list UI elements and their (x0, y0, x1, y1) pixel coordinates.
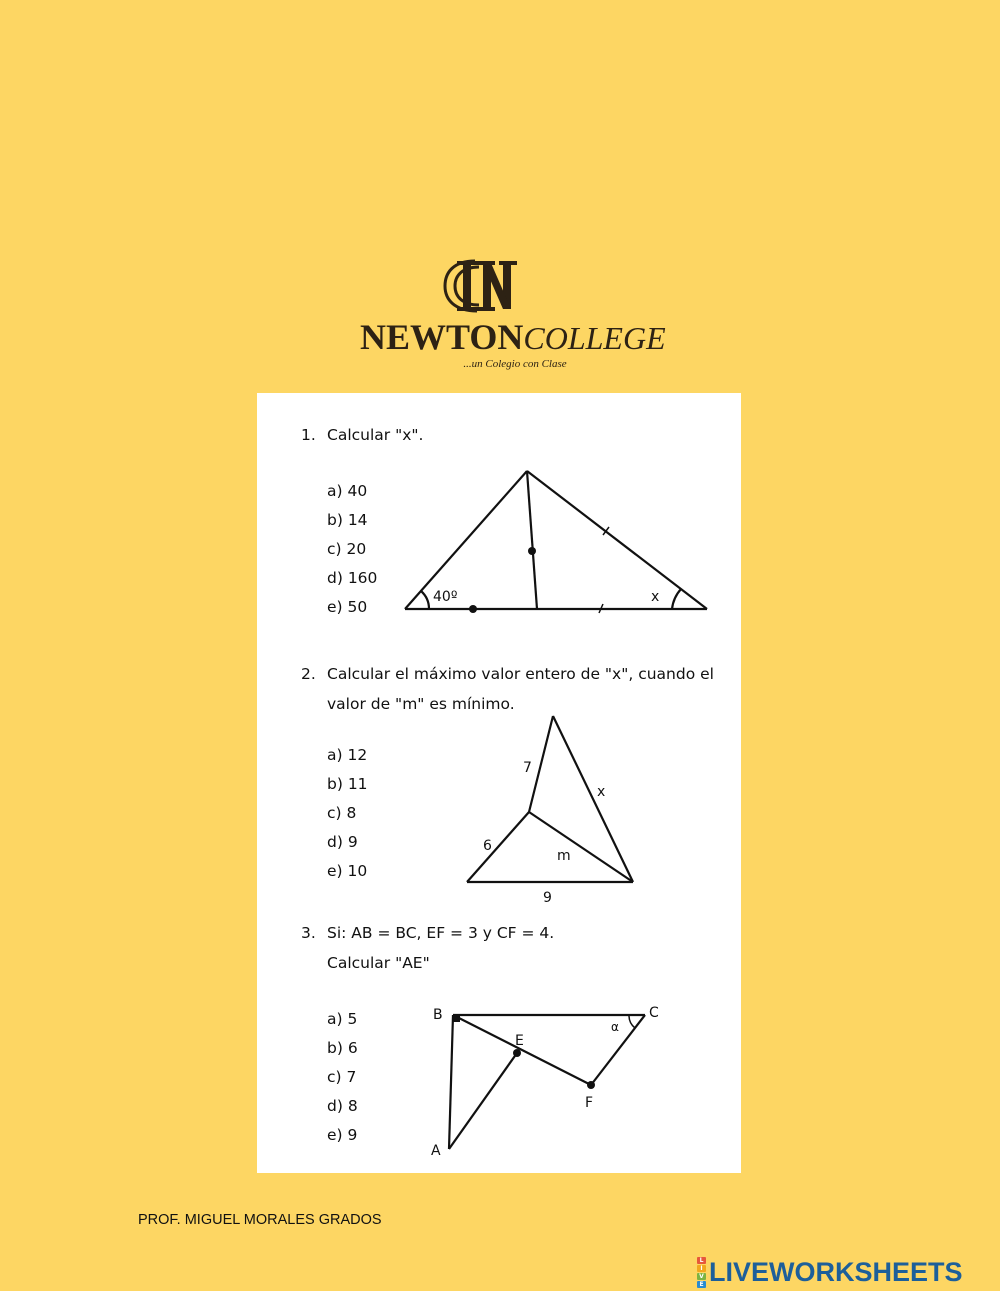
angle-40-arc (421, 591, 429, 609)
option-1b: b) 14 (327, 511, 368, 529)
newton-college-logo (360, 255, 666, 380)
option-3c: c) 7 (327, 1068, 357, 1086)
segment-m (529, 812, 633, 882)
segment-6 (467, 812, 529, 882)
option-2a: a) 12 (327, 746, 368, 764)
option-1c: c) 20 (327, 540, 367, 558)
logo-name-light: COLLEGE (523, 320, 666, 356)
question-3-figure (425, 1003, 675, 1163)
label-x: x (597, 784, 606, 800)
question-2-line-2: valor de "m" es mínimo. (327, 695, 515, 713)
liveworksheets-badge-icon (697, 1257, 706, 1288)
logo-name-bold: NEWTON (360, 317, 524, 357)
triangle-left-side (405, 471, 527, 609)
question-3-number: 3. (301, 924, 316, 942)
professor-name: PROF. MIGUEL MORALES GRADOS (138, 1212, 382, 1228)
option-3d: d) 8 (327, 1097, 358, 1115)
segment-ba (449, 1015, 453, 1149)
label-c: C (649, 1005, 659, 1021)
option-3b: b) 6 (327, 1039, 358, 1057)
angle-x-arc (672, 589, 681, 609)
label-alpha: α (611, 1020, 619, 1034)
label-m: m (557, 848, 571, 864)
triangle-cevian (527, 471, 537, 609)
option-3a: a) 5 (327, 1010, 358, 1028)
segment-7 (529, 716, 553, 812)
dot-base (469, 605, 477, 613)
angle-x-label: x (651, 589, 660, 605)
option-3e: e) 9 (327, 1126, 358, 1144)
option-1d: d) 160 (327, 569, 378, 587)
option-1a: a) 40 (327, 482, 368, 500)
question-2-figure (457, 708, 647, 908)
badge-letter-i: I (697, 1265, 706, 1272)
label-f: F (585, 1095, 594, 1111)
label-7: 7 (523, 760, 532, 776)
question-3-options (327, 1005, 358, 1150)
segment-ae (449, 1053, 517, 1149)
question-1-options (327, 477, 377, 622)
question-1-number: 1. (301, 426, 316, 444)
label-b: B (433, 1007, 443, 1023)
option-1e: e) 50 (327, 598, 368, 616)
triangle-right-side (527, 471, 707, 609)
angle-40-label: 40º (433, 589, 458, 605)
question-3-title (301, 918, 554, 978)
badge-letter-v: V (697, 1273, 706, 1280)
question-1-title (301, 426, 423, 444)
dot-e (513, 1049, 521, 1057)
question-1-text: Calcular "x". (327, 426, 424, 444)
worksheet-image (257, 393, 741, 1173)
dot-f (587, 1081, 595, 1089)
option-2d: d) 9 (327, 833, 358, 851)
angle-alpha-arc (629, 1015, 635, 1028)
badge-letter-e: E (697, 1281, 706, 1288)
dot-cevian (528, 547, 536, 555)
label-e: E (515, 1033, 524, 1049)
segment-bf (453, 1015, 591, 1085)
liveworksheets-wordmark: LIVEWORKSHEETS (709, 1256, 963, 1287)
label-9: 9 (543, 890, 552, 906)
question-2-number: 2. (301, 665, 316, 683)
badge-letter-l: L (697, 1257, 706, 1264)
question-2-options (327, 741, 368, 886)
nc-monogram-icon (435, 255, 535, 317)
label-a: A (431, 1143, 441, 1159)
logo-tagline: ...un Colegio con Clase (463, 358, 567, 370)
label-6: 6 (483, 838, 492, 854)
option-2c: c) 8 (327, 804, 357, 822)
question-3-line-2: Calcular "AE" (327, 954, 430, 972)
right-angle-b (453, 1015, 460, 1022)
option-2e: e) 10 (327, 862, 368, 880)
question-1-figure (397, 463, 717, 623)
option-2b: b) 11 (327, 775, 368, 793)
question-2-line-1: Calcular el máximo valor entero de "x", cuando el (327, 665, 714, 683)
question-3-line-1: Si: AB = BC, EF = 3 y CF = 4. (327, 924, 555, 942)
logo-wordmark (360, 317, 666, 357)
liveworksheets-brand[interactable] (697, 1254, 963, 1290)
